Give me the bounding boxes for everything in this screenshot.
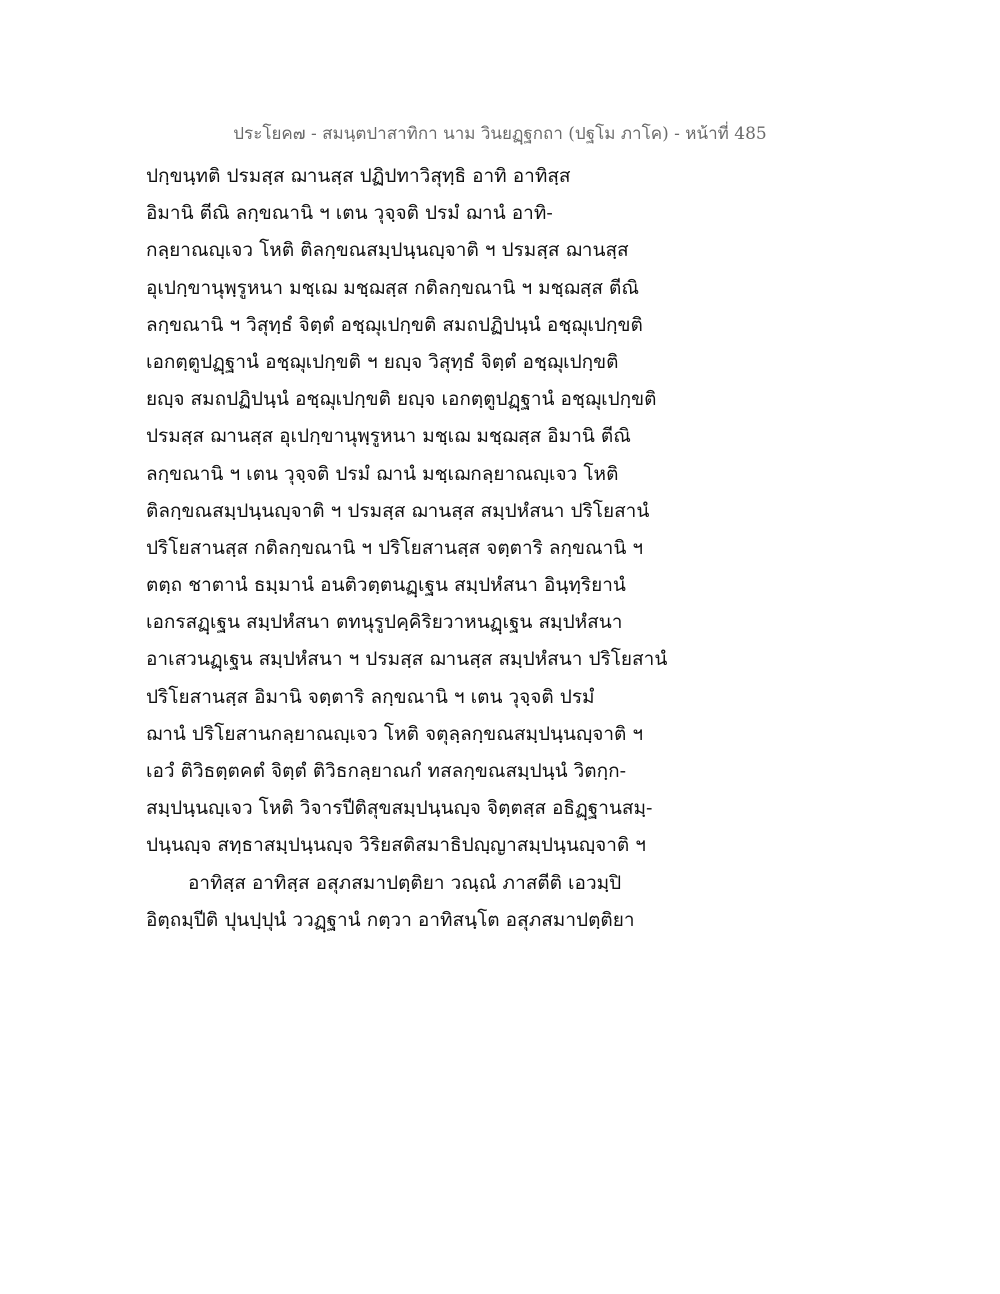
text-line: อิมานิ ตีณิ ลกฺขณานิ ฯ เตน วุจฺจติ ปรมํ ฌานํ อาทิ- bbox=[146, 202, 553, 225]
text-line: สมฺปนฺนญฺเจว โหติ วิจารปีติสุขสมฺปนฺนญฺจ จิตฺตสฺส อธิฏฺฐานสมฺ- bbox=[146, 797, 653, 820]
body-text bbox=[146, 158, 866, 939]
text-line: ปรมสฺส ฌานสฺส อุเปกฺขานุพฺรูหนา มชฺเฌ มชฺฌสฺส อิมานิ ตีณิ bbox=[146, 425, 631, 448]
text-line: อาเสวนฏฺเฐน สมฺปหํสนา ฯ ปรมสฺส ฌานสฺส สมฺปหํสนา ปริโยสานํ bbox=[146, 648, 668, 671]
text-line: ปกฺขนฺทติ ปรมสฺส ฌานสฺส ปฏิปทาวิสุทฺธิ อาทิ อาทิสฺส bbox=[146, 165, 571, 187]
text-line: ติลกฺขณสมฺปนฺนญฺจาติ ฯ ปรมสฺส ฌานสฺส สมฺปหํสนา ปริโยสานํ bbox=[146, 499, 650, 522]
text-line: ปริโยสานสฺส กติลกฺขณานิ ฯ ปริโยสานสฺส จตฺตาริ ลกฺขณานิ ฯ bbox=[146, 536, 644, 559]
text-line: ฌานํ ปริโยสานกลฺยาณญฺเจว โหติ จตุลฺลกฺขณสมฺปนฺนญฺจาติ ฯ bbox=[146, 722, 644, 745]
text-line: ตตฺถ ชาตานํ ธมฺมานํ อนติวตฺตนฏฺเฐน สมฺปหํสนา อินฺทฺริยานํ bbox=[146, 574, 626, 597]
text-line: กลฺยาณญฺเจว โหติ ติลกฺขณสมฺปนฺนญฺจาติ ฯ ปรมสฺส ฌานสฺส bbox=[146, 239, 629, 262]
text-line: ลกฺขณานิ ฯ เตน วุจฺจติ ปรมํ ฌานํ มชฺเฌกลฺยาณญฺเจว โหติ bbox=[146, 462, 619, 485]
paragraph-start-line: อาทิสฺส อาทิสฺส อสุภสมาปตฺติยา วณฺณํ ภาสตีติ เอวมฺปิ bbox=[188, 871, 622, 894]
text-line: อิตฺถมฺปีติ ปุนปฺปุนํ ววฏฺฐานํ กตฺวา อาทิสนฺโต อสุภสมาปตฺติยา bbox=[146, 908, 635, 931]
text-line: ปนฺนญฺจ สทฺธาสมฺปนฺนญฺจ วิริยสติสมาธิปญฺญาสมฺปนฺนญฺจาติ ฯ bbox=[146, 834, 646, 857]
text-line: เอกตฺตูปฏฺฐานํ อชฺฌุเปกฺขติ ฯ ยญฺจ วิสุทฺธํ จิตฺตํ อชฺฌุเปกฺขติ bbox=[146, 350, 619, 373]
running-header: ประโยค๗ - สมนฺตปาสาทิกา นาม วินยฏฺฐกถา (ปฐโม ภาโค) - หน้าที่ 485 bbox=[233, 124, 767, 144]
text-line: ยญฺจ สมถปฏิปนฺนํ อชฺฌุเปกฺขติ ยญฺจ เอกตฺตูปฏฺฐานํ อชฺฌุเปกฺขติ bbox=[146, 388, 657, 411]
text-line: อุเปกฺขานุพฺรูหนา มชฺเฌ มชฺฌสฺส กติลกฺขณานิ ฯ มชฺฌสฺส ตีณิ bbox=[146, 276, 640, 299]
text-line: เอวํ ติวิธตฺตคตํ จิตฺตํ ติวิธกลฺยาณกํ ทสลกฺขณสมฺปนฺนํ วิตกฺก- bbox=[146, 760, 627, 782]
text-line: ปริโยสานสฺส อิมานิ จตฺตาริ ลกฺขณานิ ฯ เตน วุจฺจติ ปรมํ bbox=[146, 685, 595, 708]
text-line: เอกรสฏฺเฐน สมฺปหํสนา ตทนุรูปคฺคิริยวาหนฏฺเฐน สมฺปหํสนา bbox=[146, 611, 623, 634]
text-line: ลกฺขณานิ ฯ วิสุทฺธํ จิตฺตํ อชฺฌุเปกฺขติ สมถปฏิปนฺนํ อชฺฌุเปกฺขติ bbox=[146, 313, 643, 336]
